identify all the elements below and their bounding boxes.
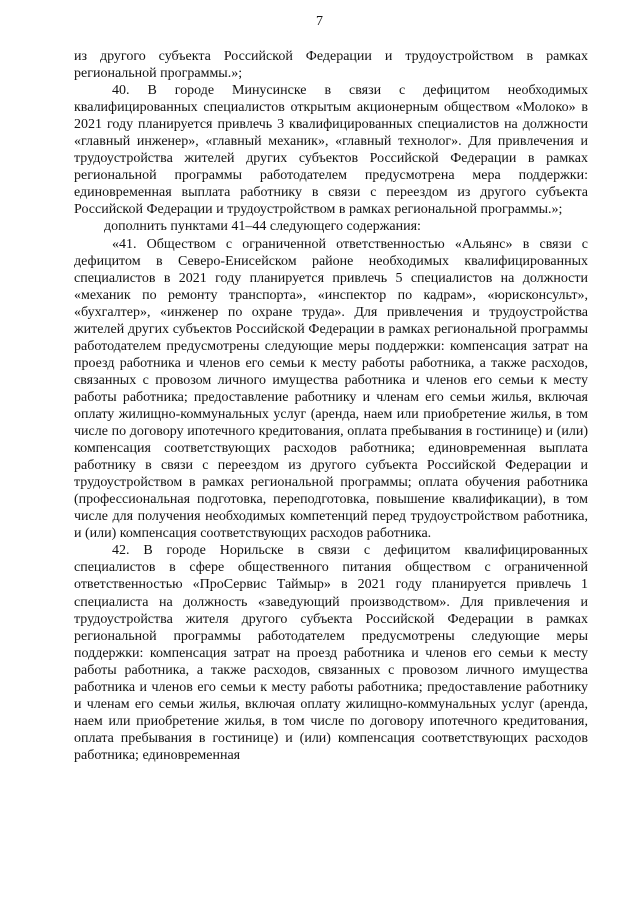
paragraph-item-40: 40. В городе Минусинске в связи с дефицитом необходимых квалифицированных специалистов открытым акционерным обществом «Молоко» в 2021 году планируется привлечь 3 квалифицированных специалистов на должности «главный инженер», «главный механик», «главный технолог». Для привлечения и трудоустройства жителей других субъектов Российской Федерации в рамках региональной программы работодателем предусмотрена мера поддержки: единовременная выплата работнику в связи с переездом из другого субъекта Российской Федерации и трудоустройством в рамках региональной программы.»; bbox=[74, 83, 588, 218]
paragraph-amendment-intro: дополнить пунктами 41–44 следующего содержания: bbox=[104, 219, 421, 235]
document-body bbox=[74, 48, 588, 764]
paragraph-item-42: 42. В городе Норильске в связи с дефицитом квалифицированных специалистов в сфере общественного питания обществом с ограниченной ответственностью «ПроСервис Таймыр» в 2021 году планируется привлечь 1 специалиста на должность «заведующий производством». Для привлечения и трудоустройства жителя другого субъекта Российской Федерации в рамках региональной программы работодателем предусмотрены следующие меры поддержки: компенсация затрат на проезд работника и членов его семьи к месту работы работника, а также расходов, связанных с провозом личного имущества работника и членов его семьи к месту работы работника; предоставление работнику и членам его семьи жилья, включая оплату жилищно-коммунальных услуг (аренда, наем или приобретение жилья, в том числе по договору ипотечного кредитования, оплата пребывания в гостинице) и (или) компенсация соответствующих расходов работника; единовременная bbox=[74, 543, 588, 763]
paragraph-continuation: из другого субъекта Российской Федерации и трудоустройством в рамках региональной программы.»; bbox=[74, 49, 588, 82]
paragraph-item-41: «41. Обществом с ограниченной ответственностью «Альянс» в связи с дефицитом в Северо-Енисейском районе необходимых квалифицированных специалистов в 2021 году планируется привлечь 5 специалистов на должности «механик по ремонту транспорта», «инспектор по кадрам», «юрисконсульт», «бухгалтер», «инженер по охране труда». Для привлечения и трудоустройства жителей других субъектов Российской Федерации в рамках региональной программы работодателем предусмотрены следующие меры поддержки: компенсация затрат на проезд работника и членов его семьи к месту работы работника, а также расходов, связанных с провозом личного имущества работника и членов его семьи к месту работы работника; предоставление работнику и членам его семьи жилья, включая оплату жилищно-коммунальных услуг (аренда, наем или приобретение жилья, в том числе по договору ипотечного кредитования, оплата пребывания в гостинице) и (или) компенсация соответствующих расходов работника; единовременная выплата работнику в связи с переездом из другого субъекта Российской Федерации и трудоустройством в рамках региональной программы; оплата обучения работника (профессиональная подготовка, переподготовка, повышение квалификации), в том числе для получения необходимых компетенций перед трудоустройством работника, и (или) компенсация соответствующих расходов работника. bbox=[74, 236, 588, 542]
page-number: 7 bbox=[316, 14, 323, 29]
